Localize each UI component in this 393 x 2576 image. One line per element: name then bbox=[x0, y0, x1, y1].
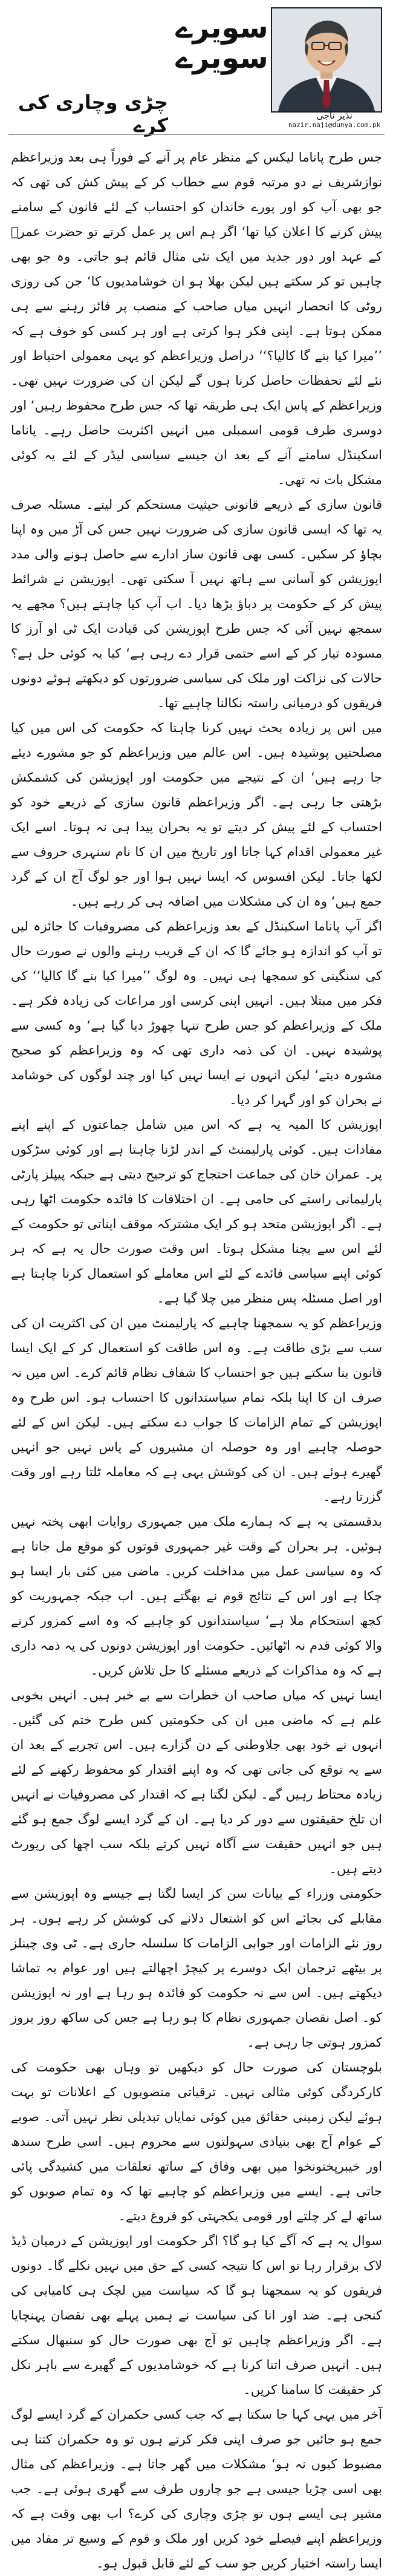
article-paragraph: حکومتی وزراء کے بیانات سن کر ایسا لگتا ہے جیسے وہ اپوزیشن سے مقابلے کی بجائے اس کو اشتعال دلانے کی کوشش کر رہے ہوں۔ ہر روز نئے الزامات اور جوابی الزامات کا سلسلہ جاری ہے۔ ٹی وی چینلز پر بیٹھے ترجمان ایک دوسرے پر کیچڑ اچھالتے ہیں اور عوام یہ تماشا دیکھتے ہیں۔ اس سے نہ حکومت کو فائدہ ہو رہا ہے اور نہ اپوزیشن کو۔ اصل نقصان جمہوری نظام کا ہو رہا ہے جس کی ساکھ روز بروز کمزور ہوتی جا رہی ہے۔ bbox=[11, 1886, 382, 2050]
column-name-line-1: سویرے bbox=[175, 11, 268, 45]
author-photo bbox=[271, 7, 382, 113]
author-name: نذیر ناجی bbox=[316, 110, 352, 121]
article-paragraph: اپوزیشن کا المیہ یہ ہے کہ اس میں شامل جماعتوں کے اپنے اپنے مفادات ہیں۔ کوئی پارلیمنٹ کے اندر لڑنا چاہتا ہے اور کوئی سڑکوں پر۔ عمران خان کی جماعت احتجاج کو ترجیح دیتی ہے جبکہ پیپلز پارٹی پارلیمانی راستے کی حامی ہے۔ ان اختلافات کا فائدہ حکومت اٹھا رہی ہے۔ اگر اپوزیشن متحد ہو کر ایک مشترکہ موقف اپناتی تو حکومت کے لئے اس سے بچنا مشکل ہوتا۔ اس وقت صورت حال یہ ہے کہ ہر کوئی اپنے سیاسی فائدے کے لئے اس معاملے کو استعمال کرنا چاہتا ہے اور اصل مسئلہ پس منظر میں چلا گیا ہے۔ bbox=[11, 1117, 382, 1306]
article-paragraph: میں اس پر زیادہ بحث نہیں کرنا چاہتا کہ حکومت کی اس میں کیا مصلحتیں پوشیدہ ہیں۔ اس عالم میں وزیراعظم کو جو مشورے دیئے جا رہے ہیں‘ ان کے نتیجے میں حکومت اور اپوزیشن کی کشمکش بڑھتی جا رہی ہے۔ اگر وزیراعظم قانون سازی کے ذریعے خود کو احتساب کے لئے پیش کر دیتے تو یہ بحران پیدا ہی نہ ہوتا۔ اسے ایک غیر معمولی اقدام کہا جاتا اور تاریخ میں ان کا نام سنہری حروف سے لکھا جاتا۔ لیکن افسوس کہ ایسا نہیں ہوا اور جو لوگ آج ان کے گرد جمع ہیں‘ وہ ان کی مشکلات میں اضافہ ہی کر رہے ہیں۔ bbox=[11, 721, 382, 909]
article-paragraph: بلوچستان کی صورت حال کو دیکھیں تو وہاں بھی حکومت کی کارکردگی کوئی مثالی نہیں۔ ترقیاتی منصوبوں کے اعلانات تو بہت ہوئے لیکن زمینی حقائق میں کوئی نمایاں تبدیلی نظر نہیں آتی۔ صوبے کے عوام آج بھی بنیادی سہولتوں سے محروم ہیں۔ اسی طرح سندھ اور خیبرپختونخوا میں بھی وفاق کے ساتھ تعلقات میں کشیدگی پائی جاتی ہے۔ ایسے میں وزیراعظم کو چاہیے تھا کہ وہ تمام صوبوں کو ساتھ لے کر چلتے اور قومی یکجہتی کو فروغ دیتے۔ bbox=[11, 2060, 382, 2223]
column-logo bbox=[171, 11, 273, 102]
column-name-line-2: سویرے bbox=[175, 41, 268, 75]
column-header bbox=[0, 0, 393, 137]
article-body bbox=[11, 145, 382, 2576]
author-email[interactable]: nazir.naji@dunya.com.pk bbox=[288, 121, 381, 129]
header-divider bbox=[8, 134, 385, 135]
article-title: چڑی وچاری کی کرے bbox=[18, 91, 168, 137]
article-paragraph: جس طرح پاناما لیکس کے منظر عام پر آنے کے فوراً ہی بعد وزیراعظم نوازشریف نے دو مرتبہ قوم سے خطاب کر کے پیش کش کی تھی کہ جو بھی آپ کو اور پورے خاندان کو احتساب کے لئے قانون کے سامنے پیش کرنے کا اعلان کیا تھا‘ اگر ہم اس پر عمل کرتے تو حضرت عمرؓ کے عہد اور دور جدید میں ایک نئی مثال قائم ہو جاتی۔ وہ جو بھی چاہیں تو کر سکتے ہیں لیکن بھلا ہو ان خوشامدیوں کا‘ جن کی روزی روٹی کا انحصار انہیں میاں صاحب کے منصب پر فائز رہنے سے ہی ممکن ہوتا ہے۔ اپنی فکر ہوا کرتی ہے اور ہر کسی کو خوف ہے کہ ’’میرا کیا بنے گا کالیا؟‘‘ دراصل وزیراعظم کو یہی معمولی احتیاط اور نئے لئے تحفظات حاصل کرنا ہوں گے لیکن ان کی ضرورت نہیں تھی۔ وزیراعظم کے پاس ایک ہی طریقہ تھا کہ جس طرح محفوظ رہیں‘ اور دوسری طرف قومی اسمبلی میں انہیں اکثریت حاصل رہے۔ پاناما اسکینڈل سامنے آنے کے بعد ان جیسے سیاسی لیڈر کے لئے یہ کوئی مشکل بات نہ تھی۔ bbox=[10, 150, 382, 487]
article-paragraph: وزیراعظم کو یہ سمجھنا چاہیے کہ پارلیمنٹ میں ان کی اکثریت ان کی سب سے بڑی طاقت ہے۔ وہ اس طاقت کو استعمال کر کے ایک ایسا قانون بنا سکتے ہیں جو احتساب کا شفاف نظام قائم کرے۔ اس میں نہ صرف ان کا اپنا بلکہ تمام سیاستدانوں کا احتساب ہو۔ اس طرح وہ اپوزیشن کے تمام الزامات کا جواب دے سکتے ہیں۔ لیکن اس کے لئے حوصلہ چاہیے اور وہ حوصلہ ان مشیروں کے پاس نہیں جو انہیں گھیرے ہوئے ہیں۔ ان کی کوشش یہی ہے کہ معاملہ ٹلتا رہے اور وقت گزرتا رہے۔ bbox=[11, 1316, 382, 1504]
article-paragraph: اگر آپ پاناما اسکینڈل کے بعد وزیراعظم کی مصروفیات کا جائزہ لیں تو آپ کو اندازہ ہو جائے گا کہ ان کے قریب رہنے والوں نے صورت حال کی سنگینی کو سمجھا ہی نہیں۔ وہ لوگ ’’میرا کیا بنے گا کالیا‘‘ کی فکر میں مبتلا ہیں۔ انہیں اپنی کرسی اور مراعات کی زیادہ فکر ہے۔ ملک کے وزیراعظم کو جس طرح تنہا چھوڑ دیا گیا ہے‘ وہ کسی سے پوشیدہ نہیں۔ ان کی ذمہ داری تھی کہ وہ وزیراعظم کو صحیح مشورہ دیتے‘ لیکن انہوں نے ایسا نہیں کیا اور چند لوگوں کی خوشامد نے بحران کو اور گہرا کر دیا۔ bbox=[11, 919, 382, 1107]
author-portrait-icon bbox=[272, 8, 381, 111]
article-paragraph: ایسا نہیں کہ میاں صاحب ان خطرات سے بے خبر ہیں۔ انہیں بخوبی علم ہے کہ ماضی میں ان کی حکومتیں کس طرح ختم کی گئیں۔ انہوں نے خود بھی جلاوطنی کے دن گزارے ہیں۔ اس تجربے کے بعد ان سے یہ توقع کی جاتی تھی کہ وہ اپنے اقتدار کو محفوظ رکھنے کے لئے زیادہ محتاط رہیں گے۔ لیکن لگتا ہے کہ اقتدار کی مصروفیات نے انہیں ان تلخ حقیقتوں سے دور کر دیا ہے۔ ان کے گرد ایسے لوگ جمع ہو گئے ہیں جو انہیں حقیقت سے آگاہ نہیں کرتے بلکہ سب اچھا کی رپورٹ دیتے ہیں۔ bbox=[11, 1688, 382, 1876]
article-paragraph: سوال یہ ہے کہ آگے کیا ہو گا؟ اگر حکومت اور اپوزیشن کے درمیان ڈیڈ لاک برقرار رہا تو اس کا نتیجہ کسی کے حق میں نہیں نکلے گا۔ دونوں فریقوں کو یہ سمجھنا ہو گا کہ سیاست میں لچک ہی کامیابی کی کنجی ہے۔ ضد اور انا کی سیاست نے ہمیں پہلے بھی نقصان پہنچایا ہے۔ اگر وزیراعظم چاہیں تو آج بھی صورت حال کو سنبھال سکتے ہیں۔ انہیں صرف اتنا کرنا ہے کہ خوشامدیوں کے گھیرے سے باہر نکل کر حقیقت کا سامنا کریں۔ bbox=[11, 2234, 382, 2397]
article-paragraph: قانون سازی کے ذریعے قانونی حیثیت مستحکم کر لیتے۔ مسئلہ صرف یہ تھا کہ ایسی قانون سازی کی ضرورت نہیں جس کی آڑ میں وہ اپنا بچاؤ کر سکیں۔ کسی بھی قانون ساز ادارے سے حاصل ہونے والی مدد اپوزیشن کو آسانی سے ہاتھ نہیں آ سکتی تھی۔ اپوزیشن نے شرائط پیش کر کے حکومت پر دباؤ بڑھا دیا۔ اب آپ کیا چاہتے ہیں؟ مجھے یہ سمجھ نہیں آئی کہ جس طرح اپوزیشن کی قیادت ایک ٹی او آرز کا مسودہ تیار کر کے اسے حتمی قرار دے رہی ہے‘ کیا یہ کوئی حل ہے؟ حالات کی نزاکت اور ملک کی سیاسی ضرورتوں کو دیکھتے ہوئے دونوں فریقوں کو درمیانی راستہ نکالنا چاہیے تھا۔ bbox=[11, 497, 382, 710]
article-paragraph: بدقسمتی یہ ہے کہ ہمارے ملک میں جمہوری روایات ابھی پختہ نہیں ہوئیں۔ ہر بحران کے وقت غیر جمہوری قوتوں کو موقع مل جاتا ہے کہ وہ سیاسی عمل میں مداخلت کریں۔ ماضی میں کئی بار ایسا ہو چکا ہے اور اس کے نتائج قوم نے بھگتے ہیں۔ اب جبکہ جمہوریت کو کچھ استحکام ملا ہے‘ سیاستدانوں کو چاہیے کہ وہ اسے کمزور کرنے والا کوئی قدم نہ اٹھائیں۔ حکومت اور اپوزیشن دونوں کی یہ ذمہ داری ہے کہ وہ مذاکرات کے ذریعے مسئلے کا حل تلاش کریں۔ bbox=[11, 1514, 382, 1678]
article-paragraph: آخر میں یہی کہا جا سکتا ہے کہ جب کسی حکمران کے گرد ایسے لوگ جمع ہو جائیں جو صرف اپنی فکر کرتے ہوں تو وہ حکمران کتنا ہی مضبوط کیوں نہ ہو‘ مشکلات میں گھر جاتا ہے۔ وزیراعظم کی مثال بھی اسی چڑیا جیسی ہے جو چاروں طرف سے گھری ہوئی ہے۔ جب مشیر ہی ایسے ہوں تو چڑی وچاری کی کرے؟ اب بھی وقت ہے کہ وزیراعظم اپنے فیصلے خود کریں اور ملک و قوم کے وسیع تر مفاد میں ایسا راستہ اختیار کریں جو سب کے لئے قابل قبول ہو۔ bbox=[11, 2407, 382, 2571]
